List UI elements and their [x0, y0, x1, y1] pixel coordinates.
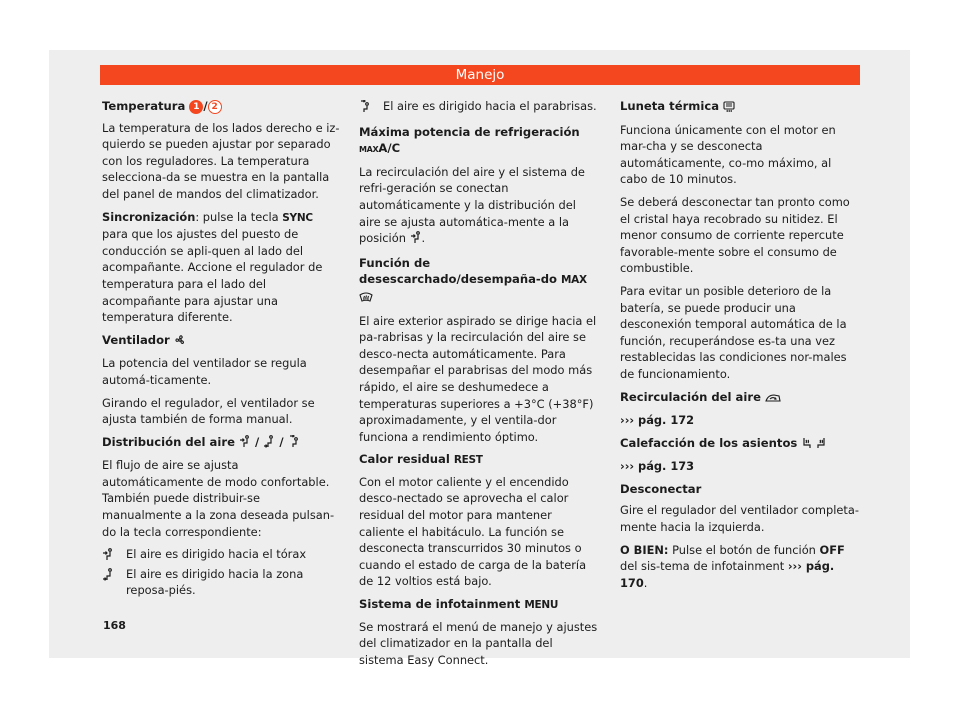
- menu-key: MENU: [524, 599, 559, 612]
- rear-window-text-3: Para evitar un posible deterioro de la batería, se puede producir una desconexión temporal automática de la función, recuperándose es-ta una vez restablecidas las condiciones nor-males de funcionamiento.: [620, 283, 847, 381]
- infotainment-link[interactable]: ››› pág. 170: [620, 559, 835, 590]
- distribution-list: [102, 546, 342, 599]
- seat-heat-right-icon: [816, 437, 827, 454]
- air-feet-icon: [102, 568, 114, 586]
- callout-2: 2: [208, 100, 222, 114]
- temperature-text: La temperatura de los lados derecho e iz-quierdo se pueden ajustar por separado con los reguladores. La temperatura selecciona-da se muestra en la pantalla del panel de mandos del climatizador.: [102, 120, 340, 201]
- page-number: 168: [103, 619, 126, 632]
- defrost-text: El aire exterior aspirado se dirige hacia el pa-rabrisas y la recirculación del aire se desco-necta automáticamente. Para desempañar el parabrisas del modo más rápido, el aire se deshumedece a temperaturas superiores a +3°C (+38°F) aproximadamente, y el ventila-dor funciona a rendimiento óptimo.: [359, 313, 597, 444]
- air-feet-icon: [410, 231, 422, 249]
- residual-heat-heading: Calor residual REST: [359, 452, 483, 467]
- sync-key: SYNC: [282, 211, 313, 224]
- max-cooling-heading: Máxima potencia de refrigeración MAXA/C: [359, 124, 580, 156]
- callout-1: 1: [189, 100, 203, 114]
- air-feet-icon: [263, 435, 275, 453]
- recirculation-icon: [765, 391, 781, 408]
- rest-key: REST: [453, 454, 483, 467]
- recirculation-link[interactable]: ››› pág. 172: [620, 413, 695, 428]
- air-windshield-icon: [359, 100, 371, 118]
- defrost-heading: Función de desescarchado/desempaña-do MAX: [359, 255, 599, 308]
- column-2: [359, 98, 599, 674]
- column-3: [620, 98, 860, 597]
- recirculation-heading: Recirculación del aire: [620, 389, 860, 408]
- alternative-text: O BIEN: Pulse el botón de función OFF del sis-tema de infotainment ››› pág. 170.: [620, 542, 845, 590]
- off-key: OFF: [819, 542, 845, 557]
- disconnect-heading: Desconectar: [620, 481, 702, 496]
- seat-heat-left-icon: [801, 437, 812, 454]
- column-1: [102, 98, 342, 605]
- rear-window-text-1: Funciona únicamente con el motor en mar-cha y se desconecta automáticamente, co-mo máximo, al cabo de 10 minutos.: [620, 122, 836, 187]
- windshield-defrost-icon: [359, 291, 373, 308]
- distribution-list-continued: [359, 98, 599, 118]
- residual-heat-text: Con el motor caliente y el encendido desco-nectado se aprovecha el calor residual del motor para mantener caliente el habitáculo. La función se desconecta transcurridos 30 minutos o cuando el estado de carga de la batería de 12 voltios está bajo.: [359, 474, 587, 589]
- air-chest-icon: [102, 548, 114, 566]
- infotainment-heading: Sistema de infotainment MENU: [359, 597, 559, 612]
- air-distribution-text: El flujo de aire se ajusta automáticamente de modo confortable. También puede distribuir-se manualmente a la zona deseada pulsan-do la tecla correspondiente:: [102, 458, 335, 539]
- max-cooling-text: La recirculación del aire y el sistema de refri-geración se conectan automáticamente y la distribución del aire se ajusta automática-mente a la posición .: [359, 164, 599, 249]
- section-header: Manejo: [100, 65, 860, 85]
- disconnect-text: Gire el regulador del ventilador completa-mente hacia la izquierda.: [620, 503, 859, 535]
- air-distribution-heading: Distribución del aire / /: [102, 434, 342, 453]
- seat-heating-heading: Calefacción de los asientos: [620, 435, 860, 454]
- fan-icon: [174, 334, 186, 351]
- fan-heading: Ventilador: [102, 332, 342, 351]
- list-item: El aire es dirigido hacia el parabrisas.: [359, 98, 599, 118]
- rear-window-heat-icon: [723, 100, 735, 117]
- seat-heating-link[interactable]: ››› pág. 173: [620, 459, 695, 474]
- infotainment-text: Se mostrará el menú de manejo y ajustes del climatizador en la pantalla del sistema Easy Connect.: [359, 619, 598, 667]
- fan-text-1: La potencia del ventilador se regula automá-ticamente.: [102, 356, 307, 387]
- air-windshield-icon: [288, 435, 300, 453]
- temperature-heading: Temperatura 1 / 2: [102, 98, 342, 115]
- sync-paragraph: Sincronización: pulse la tecla SYNC para que los ajustes del puesto de conducción se apli-quen al lado del acompañante. Accione el regulador de temperatura para el lado del acompañante para ajustar una temperatura diferente.: [102, 209, 323, 325]
- air-chest-icon: [239, 435, 251, 453]
- fan-text-2: Girando el regulador, el ventilador se ajusta también de forma manual.: [102, 395, 315, 427]
- rear-window-heading: Luneta térmica: [620, 98, 860, 117]
- list-item: El aire es dirigido hacia la zona reposa-piés.: [102, 566, 342, 599]
- list-item: El aire es dirigido hacia el tórax: [102, 546, 342, 566]
- rear-window-text-2: Se deberá desconectar tan pronto como el cristal haya recobrado su nitidez. El menor consumo de corriente repercute favorable-mente sobre el consumo de combustible.: [620, 194, 850, 276]
